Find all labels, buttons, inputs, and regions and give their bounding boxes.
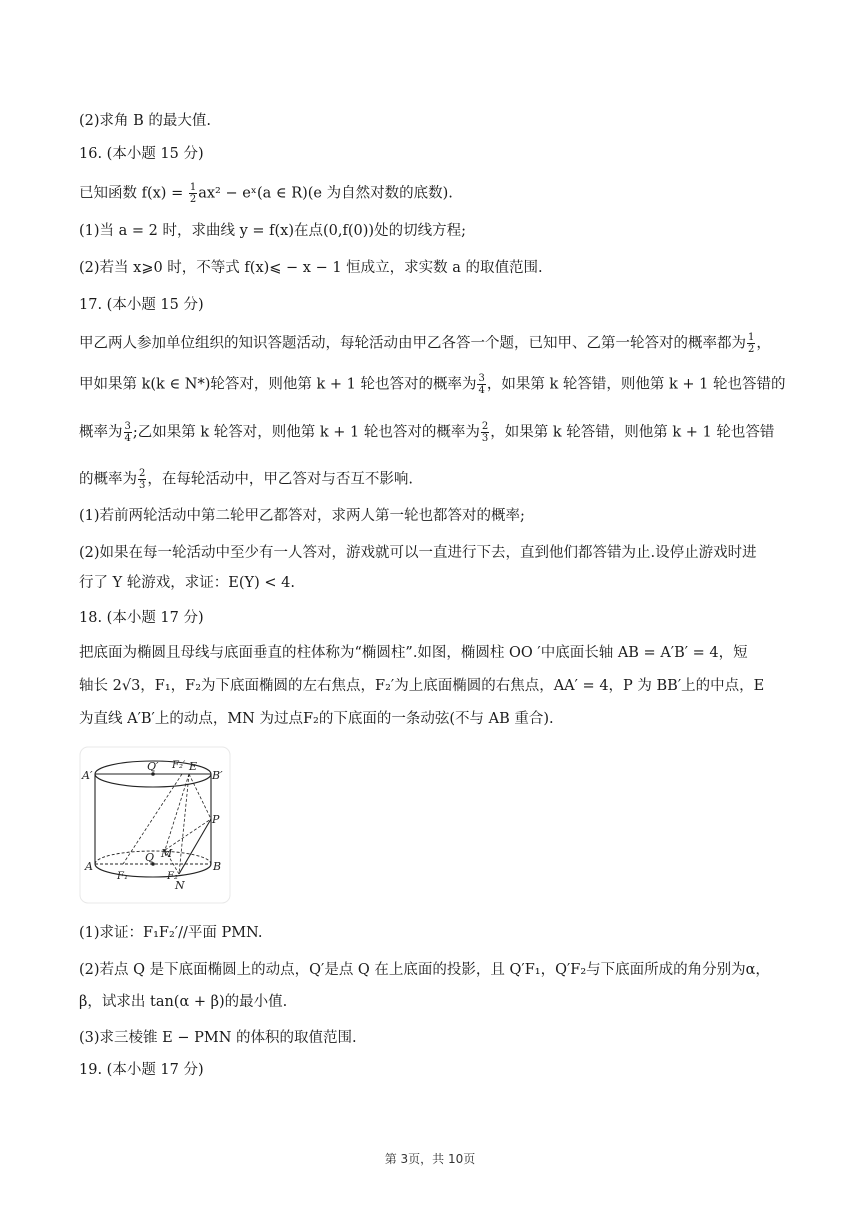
q15-part2: (2)求角 B 的最大值. — [79, 113, 212, 129]
label-q-prime: Q′ — [147, 760, 159, 773]
q17-header: 17. (本小题 15 分) — [79, 297, 204, 313]
label-f2: F₂ — [167, 871, 178, 882]
q17-stem-line3 — [79, 421, 787, 444]
label-q: Q — [145, 851, 155, 864]
q17-part2-line2: 行了 Y 轮游戏，求证：E(Y) < 4. — [79, 575, 295, 591]
q16-part1: (1)当 a = 2 时，求曲线 y = f(x)在点(0,f(0))处的切线方程; — [79, 223, 466, 239]
label-b: B — [213, 860, 222, 873]
q17-stem-text3a: 概率为 — [79, 424, 123, 441]
fraction-q3: $\frac{3}{4}$ — [124, 421, 131, 444]
q16-part2: (2)若当 x⩾0 时，不等式 f(x)⩽ − x − 1 恒成立，求实数 a 的取值范围. — [79, 260, 543, 276]
q17-stem-text2a: 甲如果第 k(k ∈ N*)轮答对，则他第 k + 1 轮也答对的概率为 — [79, 376, 477, 393]
label-b-prime: B′ — [212, 769, 223, 782]
q18-part2-line2: β，试求出 tan(α + β)的最小值. — [79, 994, 288, 1010]
fraction-q2: $\frac{3}{4}$ — [478, 373, 485, 396]
q17-stem-text4a: 的概率为 — [79, 471, 137, 488]
fraction-q4: $\frac{2}{3}$ — [481, 421, 489, 444]
label-e: E — [189, 760, 198, 773]
q18-part2-line1: (2)若点 Q 是下底面椭圆上的动点，Q′是点 Q 在上底面的投影，且 Q′F₁，Q′F₂与下底面所成的角分别为α， — [79, 962, 770, 978]
q16-stem-b: ax² − eˣ(a ∈ R)(e 为自然对数的底数). — [198, 185, 453, 202]
label-m: M — [161, 847, 173, 860]
q17-stem-text1: 甲乙两人参加单位组织的知识答题活动，每轮活动由甲乙各答一个题，已知甲、乙第一轮答对的概率都为 — [79, 335, 746, 352]
q19-header: 19. (本小题 17 分) — [79, 1062, 204, 1078]
q18-stem-line1: 把底面为椭圆且母线与底面垂直的柱体称为“椭圆柱”.如图，椭圆柱 OO ′中底面长轴 AB = A′B′ = 4，短 — [79, 645, 748, 661]
q18-header: 18. (本小题 17 分) — [79, 610, 204, 626]
label-a: A — [85, 860, 93, 873]
fraction-q5: $\frac{2}{3}$ — [139, 468, 146, 491]
q18-part3: (3)求三棱锥 E − PMN 的体积的取值范围. — [79, 1030, 357, 1046]
q17-stem-line4 — [79, 468, 787, 491]
label-p: P — [212, 813, 220, 826]
q17-part2-line1: (2)如果在每一轮活动中至少有一人答对，游戏就可以一直进行下去，直到他们都答错为止.设停止游戏时进 — [79, 545, 757, 561]
q18-stem-line2: 轴长 2√3，F₁，F₂为下底面椭圆的左右焦点，F₂′为上底面椭圆的右焦点，AA′ = 4，P 为 BB′上的中点，E — [79, 678, 765, 694]
q17-stem-line1: 甲乙两人参加单位组织的知识答题活动，每轮活动由甲乙各答一个题，已知甲、乙第一轮答对的概率都为 $\frac{1}{2}$ ， — [79, 332, 771, 355]
q17-stem-text2b: ，如果第 k 轮答错，则他第 k + 1 轮也答错的 — [486, 376, 786, 393]
label-n: N — [175, 879, 185, 892]
q18-part1: (1)求证：F₁F₂′//平面 PMN. — [79, 925, 263, 941]
q17-stem-text3b: ;乙如果第 k 轮答对，则他第 k + 1 轮也答对的概率为 — [132, 424, 480, 441]
q18-stem-line3: 为直线 A′B′上的动点，MN 为过点F₂的下底面的一条动弦(不与 AB 重合). — [79, 711, 554, 727]
q16-stem — [79, 182, 787, 205]
q17-part1: (1)若前两轮活动中第二轮甲乙都答对，求两人第一轮也都答对的概率; — [79, 508, 525, 524]
q17-stem-line2 — [79, 373, 787, 396]
cylinder-diagram — [79, 746, 231, 904]
label-f1: F₁ — [117, 871, 128, 882]
elliptic-cylinder-figure — [79, 746, 231, 904]
q17-stem-text3c: ，如果第 k 轮答错，则他第 k + 1 轮也答错 — [490, 424, 775, 441]
label-a-prime: A′ — [82, 769, 93, 782]
fraction-half: $\frac{1}{2}$ — [189, 182, 197, 205]
page-footer: 第 3页，共 10页 — [384, 1152, 476, 1166]
label-f2-prime: F₂′ — [172, 760, 186, 771]
fraction-q1: $\frac{1}{2}$ — [748, 332, 755, 355]
q16-header: 16. (本小题 15 分) — [79, 146, 204, 162]
q16-stem-a: 已知函数 f(x) = — [79, 185, 188, 202]
q17-stem-text4b: ，在每轮活动中，甲乙答对与否互不影响. — [147, 471, 413, 488]
